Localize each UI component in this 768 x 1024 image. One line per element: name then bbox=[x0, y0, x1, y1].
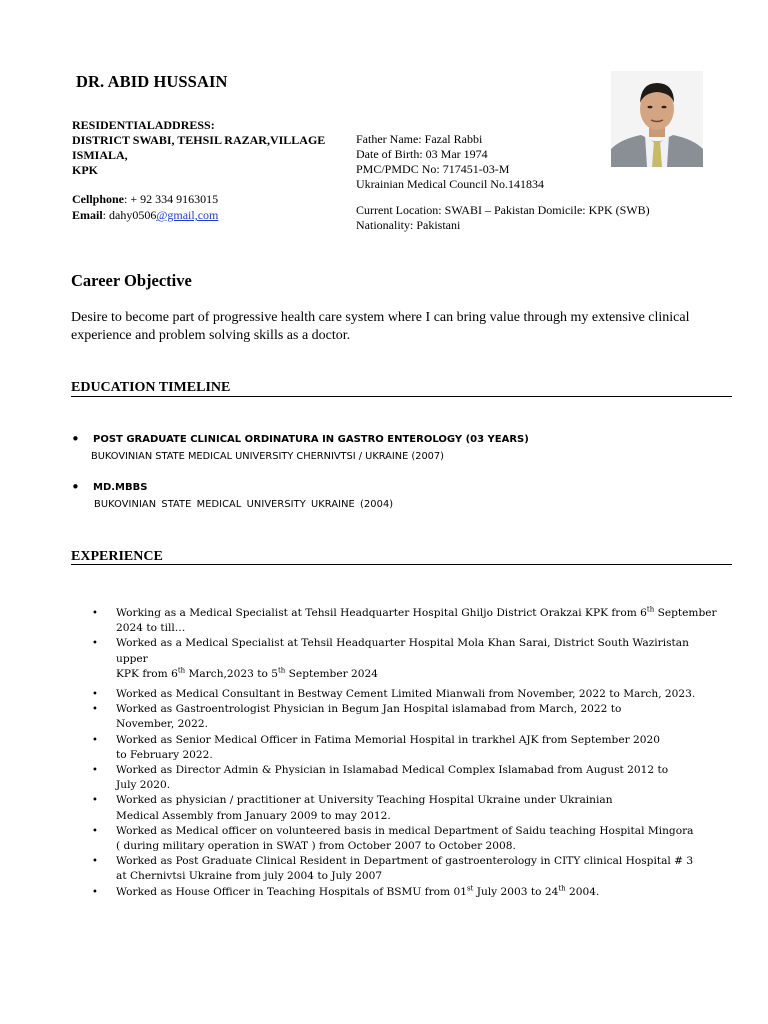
experience-line: at Chernivtsi Ukraine from july 2004 to July 2007 bbox=[116, 870, 383, 883]
date-of-birth: Date of Birth: 03 Mar 1974 bbox=[356, 147, 488, 161]
superscript: th bbox=[646, 605, 655, 614]
bullet: • bbox=[92, 734, 98, 746]
bullet: • bbox=[92, 704, 98, 716]
experience-text: March,2023 to 5 bbox=[185, 667, 278, 680]
experience-text: KPK from 6 bbox=[116, 667, 178, 680]
experience-line: November, 2022. bbox=[116, 718, 208, 731]
portrait-image bbox=[611, 71, 703, 167]
experience-line: Worked as Director Admin & Physician in Islamabad Medical Complex Islamabad from August 2012 to bbox=[116, 764, 669, 777]
experience-text: July 2003 to 24 bbox=[473, 885, 559, 898]
address-line: ISMIALA, bbox=[72, 148, 128, 162]
email-label: Email bbox=[72, 208, 103, 222]
experience-line: Worked as Medical Consultant in Bestway Cement Limited Mianwali from November, 2022 to March, 2023. bbox=[116, 688, 696, 701]
experience-line: to February 2022. bbox=[116, 748, 213, 761]
experience-item bbox=[92, 885, 722, 900]
cellphone-label: Cellphone bbox=[72, 192, 125, 206]
education-institution: BUKOVINIAN STATE MEDICAL UNIVERSITY UKRAINE (2004) bbox=[94, 499, 394, 510]
bullet: • bbox=[92, 765, 98, 777]
residential-address bbox=[72, 118, 342, 178]
experience-text: 2004. bbox=[565, 885, 600, 898]
education-institution: BUKOVINIAN STATE MEDICAL UNIVERSITY CHERNIVTSI / UKRAINE (2007) bbox=[91, 451, 444, 462]
address-line: DISTRICT SWABI, TEHSIL RAZAR,VILLAGE bbox=[72, 133, 326, 147]
superscript: th bbox=[277, 666, 286, 675]
experience-text: September 2024 bbox=[285, 667, 378, 680]
email-link[interactable]: @gmail,com bbox=[156, 208, 219, 222]
experience-item bbox=[92, 793, 722, 823]
cellphone-row bbox=[72, 191, 218, 207]
experience-item bbox=[92, 702, 722, 732]
bullet: • bbox=[92, 825, 98, 837]
current-location: Current Location: SWABI – Pakistan Domicile: KPK (SWB) bbox=[356, 203, 650, 217]
experience-line: Worked as a Medical Specialist at Tehsil Headquarter Hospital Mola Khan Sarai, District South Waziristan upper bbox=[116, 637, 689, 665]
experience-line: 2024 to till… bbox=[116, 622, 186, 635]
cellphone-value: : + 92 334 9163015 bbox=[124, 192, 219, 206]
experience-divider bbox=[71, 564, 732, 565]
experience-line: Worked as Senior Medical Officer in Fatima Memorial Hospital in trarkhel AJK from September 2020 bbox=[116, 733, 660, 746]
bullet: • bbox=[71, 478, 80, 496]
bullet: • bbox=[71, 430, 80, 448]
bullet: • bbox=[92, 638, 98, 650]
bullet: • bbox=[92, 689, 98, 701]
experience-line: Worked as physician / practitioner at University Teaching Hospital Ukraine under Ukrainian bbox=[116, 794, 613, 807]
personal-details bbox=[356, 132, 544, 192]
experience-line: Worked as Post Graduate Clinical Resident in Department of gastroenterology in CITY clinical Hospital # 3 bbox=[116, 855, 694, 868]
candidate-name: DR. ABID HUSSAIN bbox=[76, 72, 228, 91]
career-objective-text: Desire to become part of progressive health care system where I can bring value through my extensive clinical experience and problem solving skills as a doctor. bbox=[71, 310, 690, 343]
experience-line bbox=[116, 885, 722, 900]
experience-line: ( during military operation in SWAT ) from October 2007 to October 2008. bbox=[116, 840, 516, 853]
experience-line: Worked as Medical officer on volunteered basis in medical Department of Saidu teaching Hospital Mingora bbox=[116, 824, 694, 837]
address-label: RESIDENTIALADDRESS: bbox=[72, 118, 215, 132]
superscript: th bbox=[177, 666, 186, 675]
father-name: Father Name: Fazal Rabbi bbox=[356, 132, 483, 146]
experience-list bbox=[92, 606, 722, 900]
education-heading: EDUCATION TIMELINE bbox=[71, 380, 231, 395]
superscript: st bbox=[466, 884, 474, 893]
bullet: • bbox=[92, 856, 98, 868]
experience-item bbox=[92, 763, 722, 793]
umc-number: Ukrainian Medical Council No.141834 bbox=[356, 177, 544, 191]
experience-line: July 2020. bbox=[116, 779, 171, 792]
experience-item bbox=[92, 824, 722, 854]
career-objective-heading: Career Objective bbox=[71, 271, 192, 290]
experience-item bbox=[92, 733, 722, 763]
nationality: Nationality: Pakistani bbox=[356, 218, 461, 232]
bullet: • bbox=[92, 608, 98, 619]
education-title: POST GRADUATE CLINICAL ORDINATURA IN GASTRO ENTEROLOGY (03 YEARS) bbox=[93, 434, 529, 445]
superscript: th bbox=[558, 884, 566, 893]
experience-line: Medical Assembly from January 2009 to may 2012. bbox=[116, 809, 391, 822]
location-details bbox=[356, 203, 650, 233]
email-prefix: : dahy0506 bbox=[102, 208, 157, 222]
experience-text: Working as a Medical Specialist at Tehsil Headquarter Hospital Ghiljo District Orakzai KPK from 6 bbox=[116, 607, 647, 619]
email-row bbox=[72, 207, 218, 223]
bullet: • bbox=[92, 886, 98, 898]
experience-item bbox=[92, 636, 722, 682]
education-title: MD.MBBS bbox=[93, 482, 148, 493]
experience-line bbox=[116, 606, 722, 621]
experience-item bbox=[92, 854, 722, 884]
experience-text: Worked as House Officer in Teaching Hospitals of BSMU from 01 bbox=[116, 885, 467, 898]
experience-line bbox=[116, 667, 722, 682]
experience-line: Worked as Gastroentrologist Physician in Begum Jan Hospital islamabad from March, 2022 to bbox=[116, 703, 622, 716]
address-line: KPK bbox=[72, 163, 98, 177]
contact-info bbox=[72, 191, 218, 223]
experience-item bbox=[92, 606, 722, 636]
education-divider bbox=[71, 396, 732, 397]
experience-heading: EXPERIENCE bbox=[71, 549, 163, 564]
experience-item bbox=[92, 687, 722, 702]
experience-text: September bbox=[654, 607, 717, 619]
profile-photo bbox=[611, 71, 703, 167]
pmc-number: PMC/PMDC No: 717451-03-M bbox=[356, 162, 510, 176]
bullet: • bbox=[92, 795, 98, 807]
